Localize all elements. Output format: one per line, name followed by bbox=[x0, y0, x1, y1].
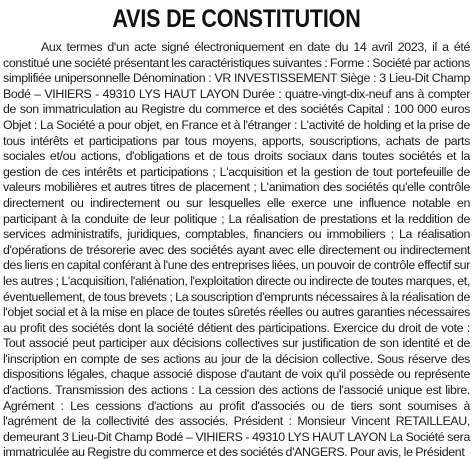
notice-body: Aux termes d'un acte signé électroniquement en date du 14 avril 2023, il a été constitué une société présentant les caractéristiques suivantes : Forme : Société par actions simplifiée unipersonnelle Dénomination : VR INVESTISSEMENT Siège : 3 Lieu-Dit Champ Bodé – VIHIERS - 49310 LYS HAUT LAYON Durée : quatre-vingt-dix-neuf ans à compter de son immatriculation au Registre du commerce et des sociétés Capital : 100 000 euros Objet : La Société a pour objet, en France et à l'étranger : L'activité de holding et la prise de tous intérêts et participations par tous moyens, apports, souscriptions, achats de parts sociales et/ou actions, d'obligations et de tous droits sociaux dans toutes sociétés et la gestion de ces intérêts et participations ; L'acquisition et la gestion de tout portefeuille de valeurs mobilières et autres titres de placement ; L'animation des sociétés qu'elle contrôle directement ou indirectement ou sur lesquelles elle exerce une influence notable en participant à la conduite de leur politique ; La réalisation de prestations et la reddition de services administratifs, juridiques, comptables, financiers ou immobiliers ; La réalisation d'opérations de trésorerie avec des sociétés ayant avec elle directement ou indirectement des liens en capital conférant à l'une des entreprises liées, un pouvoir de contrôle effectif sur les autres ; L'acquisition, l'aliénation, l'exploitation directe ou indirecte de toutes marques, et, éventuellement, de tous brevets ; La souscription d'emprunts nécessaires à la réalisation de l'objet social et à la mise en place de toutes sûretés réelles ou autres garanties nécessaires au profit des sociétés dont la société détient des participations. Exercice du droit de vote : Tout associé peut participer aux décisions collectives sur justification de son identité et de l'inscription en compte de ses actions au jour de la décision collective. Sous réserve des dispositions légales, chaque associé dispose d'autant de voix qu'il possède ou représente d'actions. Transmission des actions : La cession des actions de l'associé unique est libre. Agrément : Les cessions d'actions au profit d'associés ou de tiers sont soumises à l'agrément de la collectivité des associés. Président : Monsieur Vincent RETAILLEAU, demeurant 3 Lieu-Dit Champ Bodé – VIHIERS - 49310 LYS HAUT LAYON La Société sera immatriculée au Registre du commerce et des sociétés d'ANGERS. Pour avis, le Président bbox=[3, 40, 470, 460]
notice-title: AVIS DE CONSTITUTION bbox=[112, 5, 361, 33]
legal-notice bbox=[3, 4, 470, 461]
